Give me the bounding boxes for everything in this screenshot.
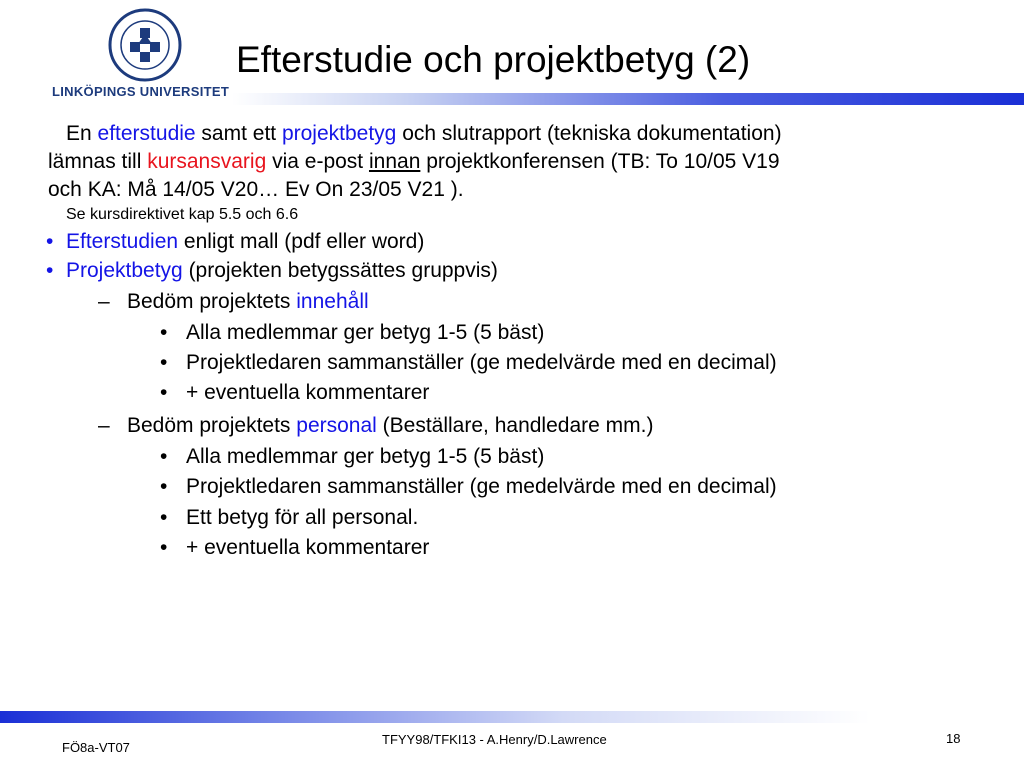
- intro-text: samt ett: [195, 122, 282, 145]
- list-item: + eventuella kommentarer: [186, 536, 430, 559]
- list-item: Projektledaren sammanställer (ge medelvärde med en decimal): [186, 475, 777, 498]
- subbullet-personal: [127, 412, 653, 440]
- intro-line-2: [48, 148, 780, 176]
- bullet-icon: •: [160, 381, 168, 404]
- intro-line-3: och KA: Må 14/05 V20… Ev On 23/05 V21 ).: [48, 178, 464, 201]
- footer-left-label: FÖ8a-VT07: [62, 740, 130, 755]
- bullet-icon: •: [160, 351, 168, 374]
- list-item: Projektledaren sammanställer (ge medelvärde med en decimal): [186, 351, 777, 374]
- page-number: 18: [946, 731, 961, 746]
- university-logo: [52, 8, 238, 98]
- bullet-icon: •: [160, 445, 168, 468]
- footer-gradient-bar: [0, 711, 1024, 723]
- dash-icon: –: [98, 290, 110, 313]
- dash-icon: –: [98, 414, 110, 437]
- emphasis-innehall: innehåll: [296, 290, 369, 313]
- intro-text: via e-post: [266, 150, 369, 173]
- bullet-icon: •: [46, 259, 54, 282]
- emphasis-personal: personal: [296, 414, 377, 437]
- intro-line-1: [66, 120, 782, 148]
- emphasis-projektbetyg: projektbetyg: [281, 122, 397, 145]
- bullet-text: (projekten betygssättes gruppvis): [182, 259, 498, 282]
- intro-text: En: [66, 122, 98, 145]
- list-item: + eventuella kommentarer: [186, 381, 430, 404]
- subbullet-text: (Beställare, handledare mm.): [376, 414, 654, 437]
- bullet-icon: •: [160, 475, 168, 498]
- list-item: Alla medlemmar ger betyg 1-5 (5 bäst): [186, 445, 545, 468]
- bullet-projektbetyg: [66, 257, 498, 285]
- bullet-icon: •: [160, 506, 168, 529]
- bullet-text: enligt mall (pdf eller word): [178, 230, 425, 253]
- emphasis-innan: innan: [368, 150, 421, 173]
- emphasis-efterstudien: Efterstudien: [66, 230, 179, 253]
- list-item: Ett betyg för all personal.: [186, 506, 419, 529]
- emphasis-kursansvarig: kursansvarig: [147, 150, 267, 173]
- subbullet-innehall: [127, 288, 369, 316]
- intro-text: och slutrapport (tekniska dokumentation): [396, 122, 782, 145]
- emphasis-efterstudie: efterstudie: [97, 122, 196, 145]
- footer-center-label: TFYY98/TFKI13 - A.Henry/D.Lawrence: [382, 732, 607, 747]
- subbullet-text: Bedöm projektets: [127, 290, 297, 313]
- list-item: Alla medlemmar ger betyg 1-5 (5 bäst): [186, 321, 545, 344]
- intro-text: projektkonferensen (TB: To 10/05 V19: [420, 150, 780, 173]
- header-gradient-bar: [232, 93, 1024, 105]
- bullet-icon: •: [160, 321, 168, 344]
- emphasis-projektbetyg: Projektbetyg: [66, 259, 183, 282]
- reference-note: Se kursdirektivet kap 5.5 och 6.6: [66, 206, 299, 223]
- logo-wordmark: LINKÖPINGS UNIVERSITET: [52, 84, 230, 99]
- bullet-icon: •: [160, 536, 168, 559]
- university-seal-icon: [108, 8, 182, 82]
- bullet-efterstudien: [66, 228, 424, 256]
- bullet-icon: •: [46, 230, 54, 253]
- slide-title: Efterstudie och projektbetyg (2): [236, 39, 751, 80]
- subbullet-text: Bedöm projektets: [127, 414, 297, 437]
- intro-text: lämnas till: [48, 150, 148, 173]
